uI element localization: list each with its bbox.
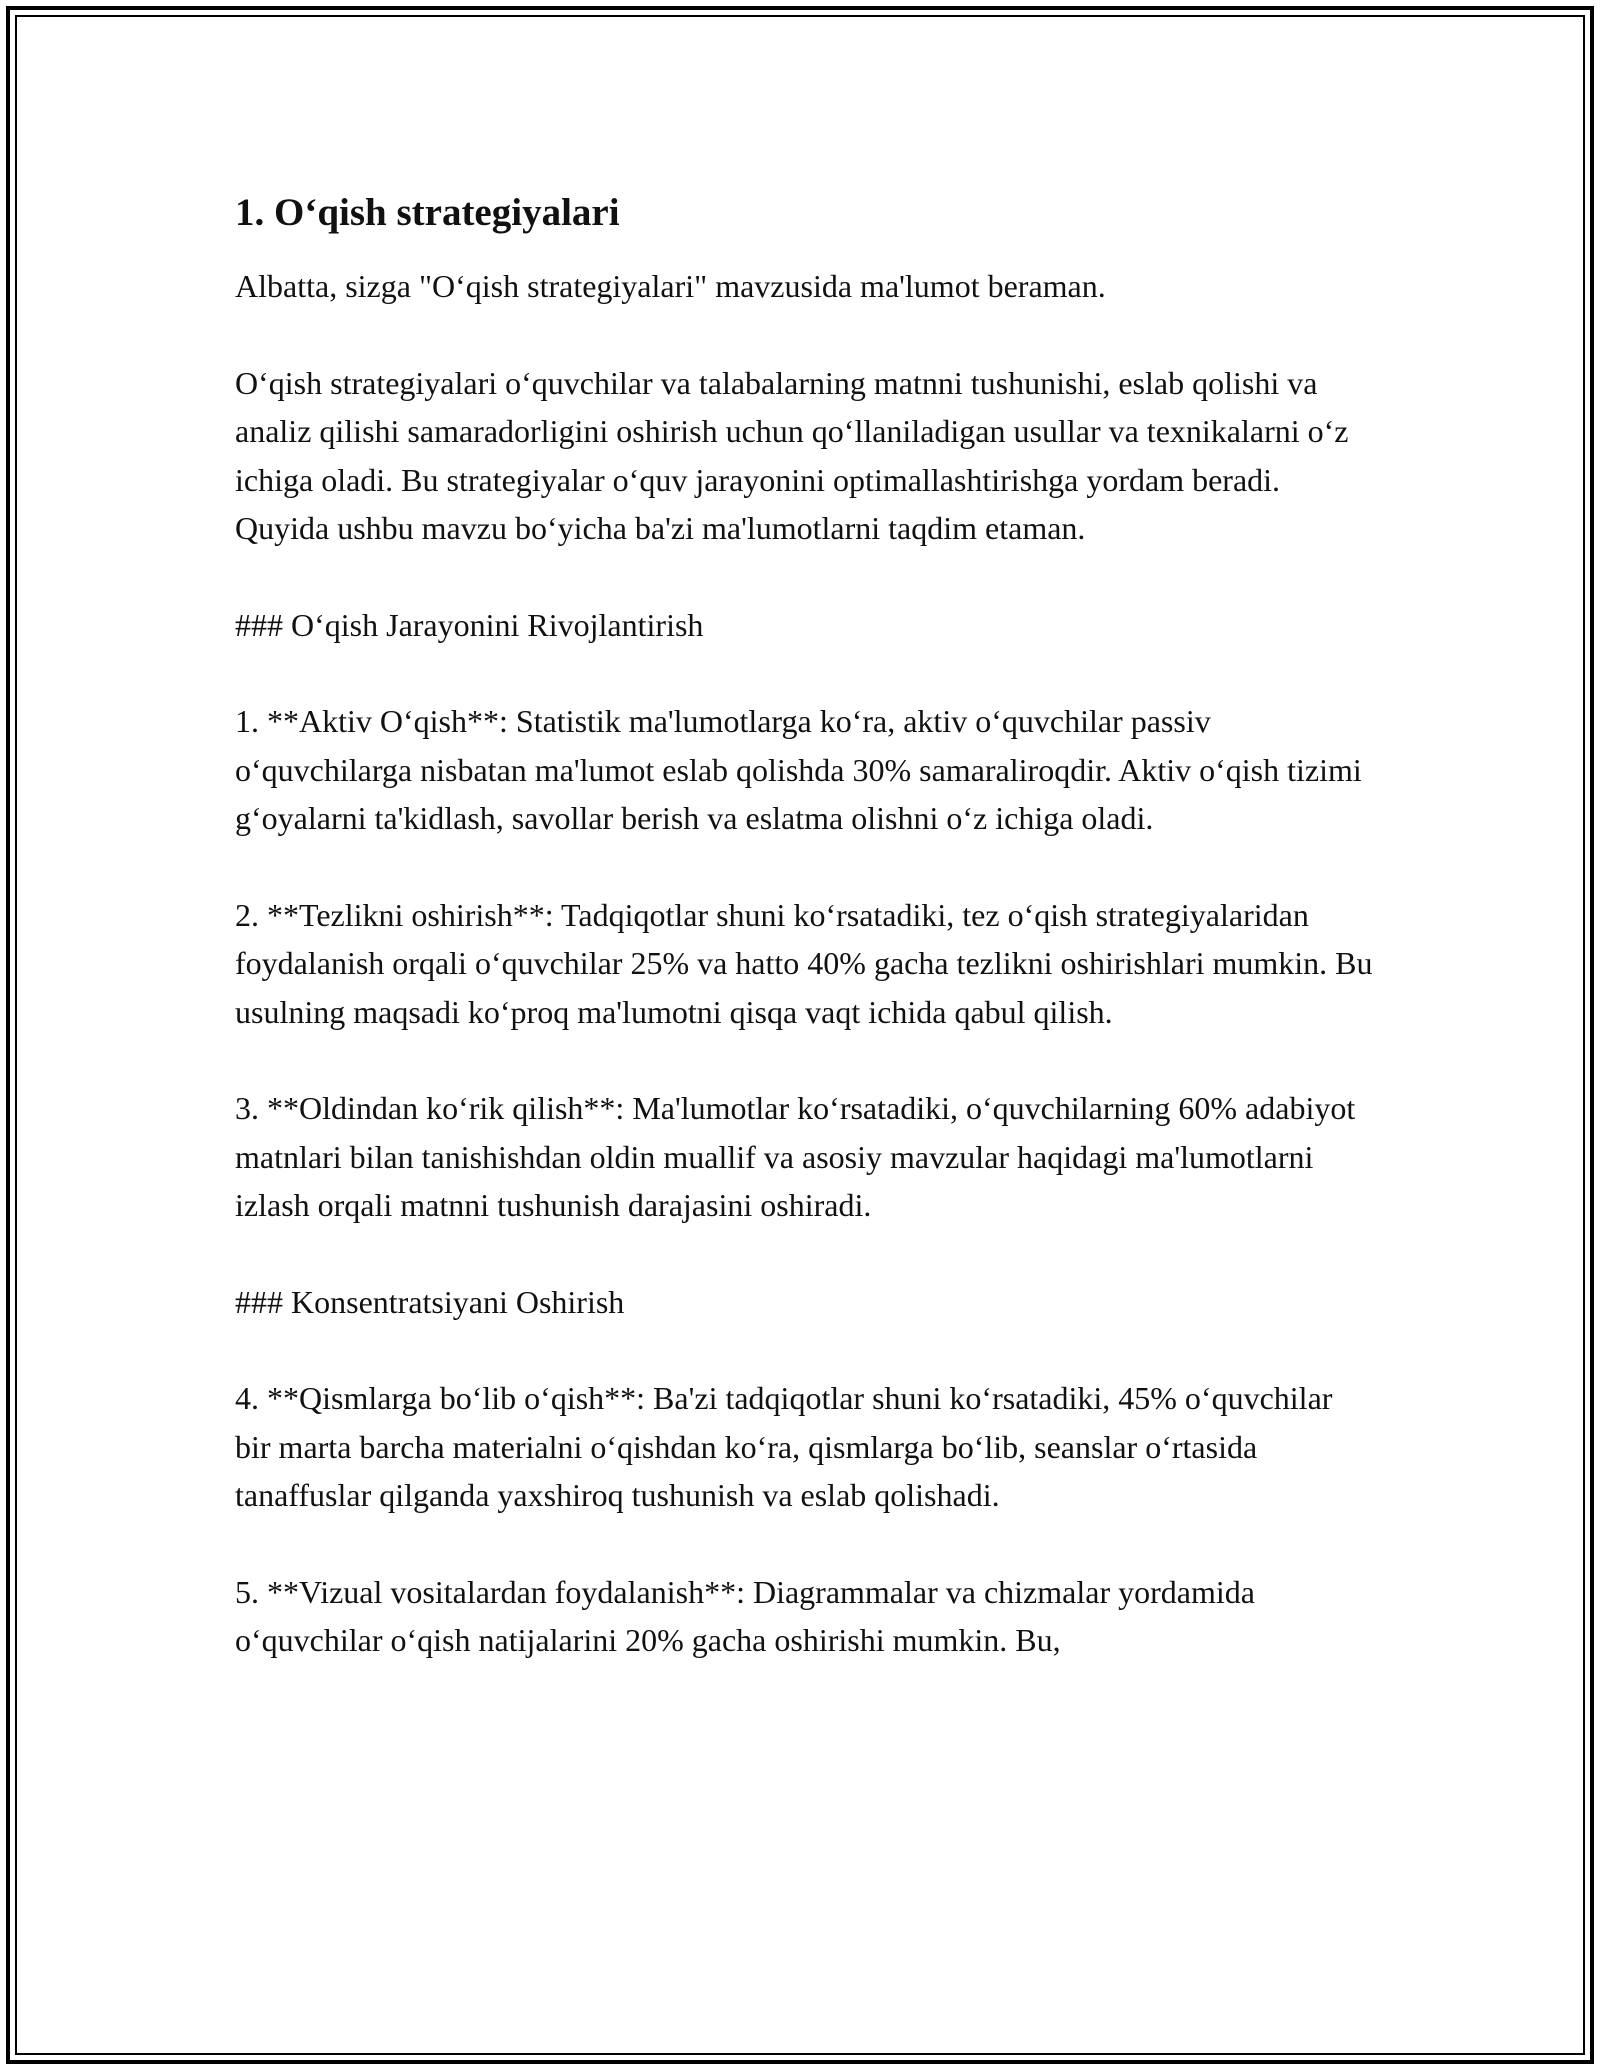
- document-title: 1. O‘qish strategiyalari: [235, 191, 620, 234]
- document-body: [235, 188, 1375, 1665]
- list-item-active-reading: 1. **Aktiv O‘qish**: Statistik ma'lumotlarga ko‘ra, aktiv o‘quvchilar passiv o‘quvchilarga nisbatan ma'lumot eslab qolishda 30% samaraliroqdir. Aktiv o‘qish tizimi g‘oyalarni ta'kidlash, savollar berish va eslatma olishni o‘z ichiga oladi.: [235, 703, 1362, 836]
- list-item-preview: 3. **Oldindan ko‘rik qilish**: Ma'lumotlar ko‘rsatadiki, o‘quvchilarning 60% adabiyot matnlari bilan tanishishdan oldin muallif va asosiy mavzular haqidagi ma'lumotlarni izlash orqali matnni tushunish darajasini oshiradi.: [235, 1090, 1356, 1223]
- overview-paragraph: O‘qish strategiyalari o‘quvchilar va talabalarning matnni tushunishi, eslab qolishi va analiz qilishi samaradorligini oshirish uchun qo‘llaniladigan usullar va texnikalarni o‘z ichiga oladi. Bu strategiyalar o‘quv jarayonini optimallashtirishga yordam beradi. Quyida ushbu mavzu bo‘yicha ba'zi ma'lumotlarni taqdim etaman.: [235, 364, 1349, 546]
- intro-paragraph: Albatta, sizga "O‘qish strategiyalari" mavzusida ma'lumot beraman.: [235, 268, 1106, 304]
- section-heading-concentration: ### Konsentratsiyani Oshirish: [235, 1283, 625, 1320]
- list-item-speed-increase: 2. **Tezlikni oshirish**: Tadqiqotlar shuni ko‘rsatadiki, tez o‘qish strategiyalaridan foydalanish orqali o‘quvchilar 25% va hatto 40% gacha tezlikni oshirishlari mumkin. Bu usulning maqsadi ko‘proq ma'lumotni qisqa vaqt ichida qabul qilish.: [235, 896, 1373, 1030]
- section-heading-reading-process: ### O‘qish Jarayonini Rivojlantirish: [235, 606, 704, 643]
- list-item-chunked-reading: 4. **Qismlarga bo‘lib o‘qish**: Ba'zi tadqiqotlar shuni ko‘rsatadiki, 45% o‘quvchilar bir marta barcha materialni o‘qishdan ko‘ra, qismlarga bo‘lib, seanslar o‘rtasida tanaffuslar qilganda yaxshiroq tushunish va eslab qolishadi.: [235, 1380, 1333, 1513]
- list-item-visual-aids: 5. **Vizual vositalardan foydalanish**: Diagrammalar va chizmalar yordamida o‘quvchilar o‘qish natijalarini 20% gacha oshirishi mumkin. Bu,: [235, 1573, 1255, 1658]
